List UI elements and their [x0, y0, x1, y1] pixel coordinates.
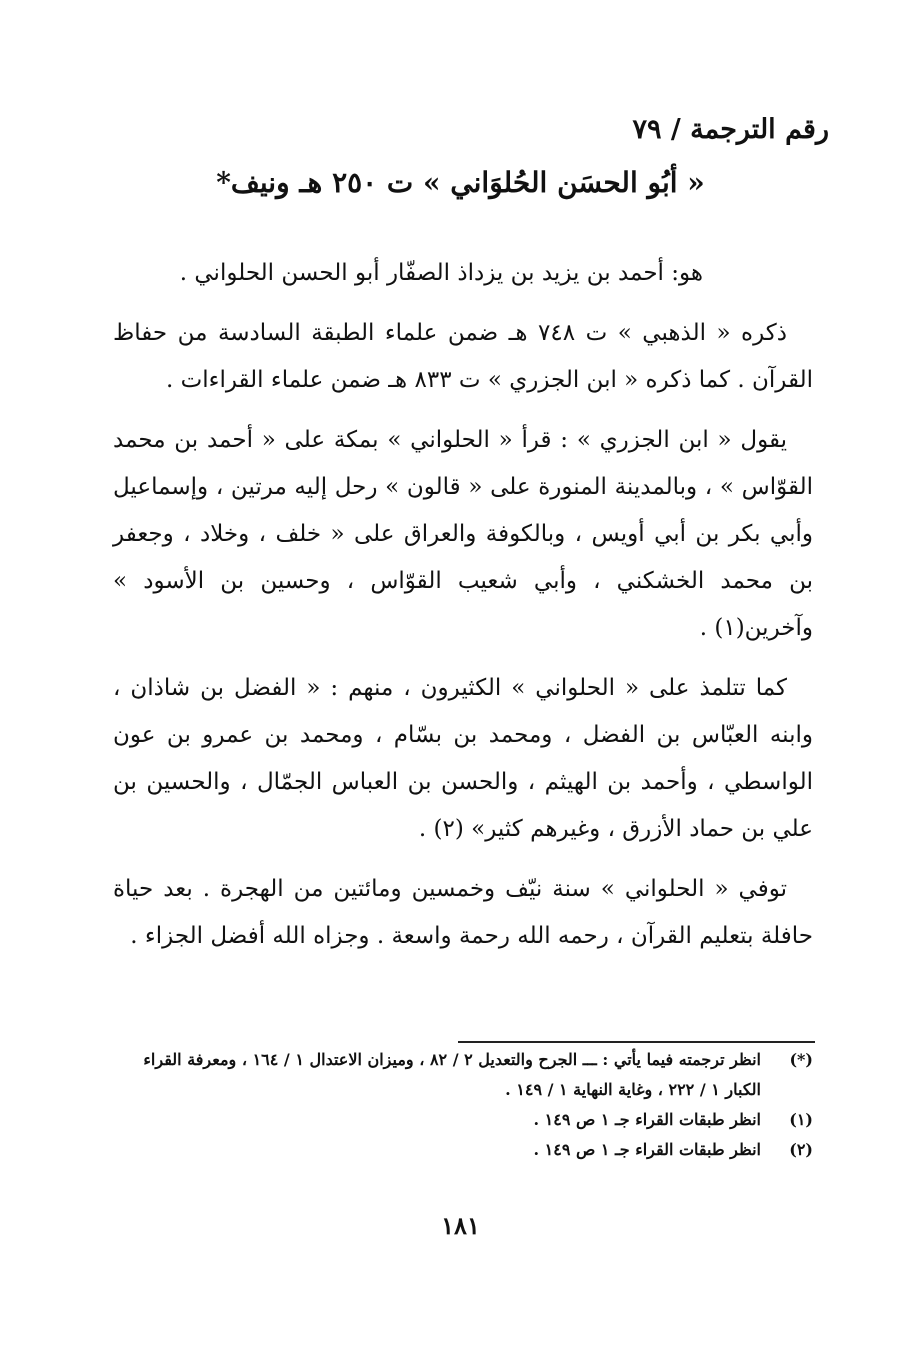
- footnote-text: انظر ترجمته فيما يأتي : ـــ الجرح والتعديل ٢ / ٨٢ ، وميزان الاعتدال ١ / ١٦٤ ، ومعرفة القراء الكبار ١ / ٢٢٢ ، وغاية النهاية ١ / ١٤٩ .: [143, 1050, 761, 1099]
- footnote-divider: [458, 1041, 815, 1043]
- page-number: ١٨١: [441, 1211, 480, 1240]
- paragraph-name: هو: أحمد بن يزيد بن يزداذ الصفّار أبو الحسن الحلواني .: [179, 260, 703, 286]
- footnote-text: انظر طبقات القراء جـ ١ ص ١٤٩ .: [533, 1110, 761, 1129]
- paragraph-death: توفي « الحلواني » سنة نيّف وخمسين ومائتين من الهجرة . بعد حياة حافلة بتعليم القرآن ، رحمه الله رحمة واسعة . وجزاه الله أفضل الجزاء .: [113, 876, 813, 949]
- footnote-mark: (*): [789, 1050, 813, 1069]
- entry-title: « أبُو الحسَن الحُلوَاني » ت ٢٥٠ هـ ونيف*: [216, 166, 705, 199]
- footnote-mark: (٢): [789, 1140, 813, 1159]
- footnote-mark: (١): [789, 1110, 813, 1129]
- paragraph-students: كما تتلمذ على « الحلواني » الكثيرون ، منهم : « الفضل بن شاذان ، وابنه العبّاس بن الفضل ، ومحمد بن بسّام ، ومحمد بن عمرو بن عون الواسطي ، وأحمد بن الهيثم ، والحسن بن العباس الجمّال ، والحسين بن علي بن حماد الأزرق ، وغيرهم كثير» (٢) .: [113, 675, 813, 842]
- footnote-text: انظر طبقات القراء جـ ١ ص ١٤٩ .: [533, 1140, 761, 1159]
- paragraph-mentions: ذكره « الذهبي » ت ٧٤٨ هـ ضمن علماء الطبقة السادسة من حفاظ القرآن . كما ذكره « ابن الجزري » ت ٨٣٣ هـ ضمن علماء القراءات .: [113, 320, 813, 393]
- footnote-item: [113, 1135, 813, 1165]
- entry-number-heading: رقم الترجمة / ٧٩: [632, 114, 829, 145]
- paragraph-teachers: يقول « ابن الجزري » : قرأ « الحلواني » بمكة على « أحمد بن محمد القوّاس » ، وبالمدينة المنورة على « قالون » رحل إليه مرتين ، وإسماعيل وأبي بكر بن أبي أويس ، وبالكوفة والعراق على « خلف ، وخلاد ، وجعفر بن محمد الخشكني ، وأبي شعيب القوّاس ، وحسين بن الأسود » وآخرين(١) .: [113, 427, 813, 641]
- footnote-item: [113, 1105, 813, 1135]
- body-text: [113, 250, 813, 973]
- footnotes: [113, 1045, 813, 1165]
- footnote-item: [113, 1045, 813, 1105]
